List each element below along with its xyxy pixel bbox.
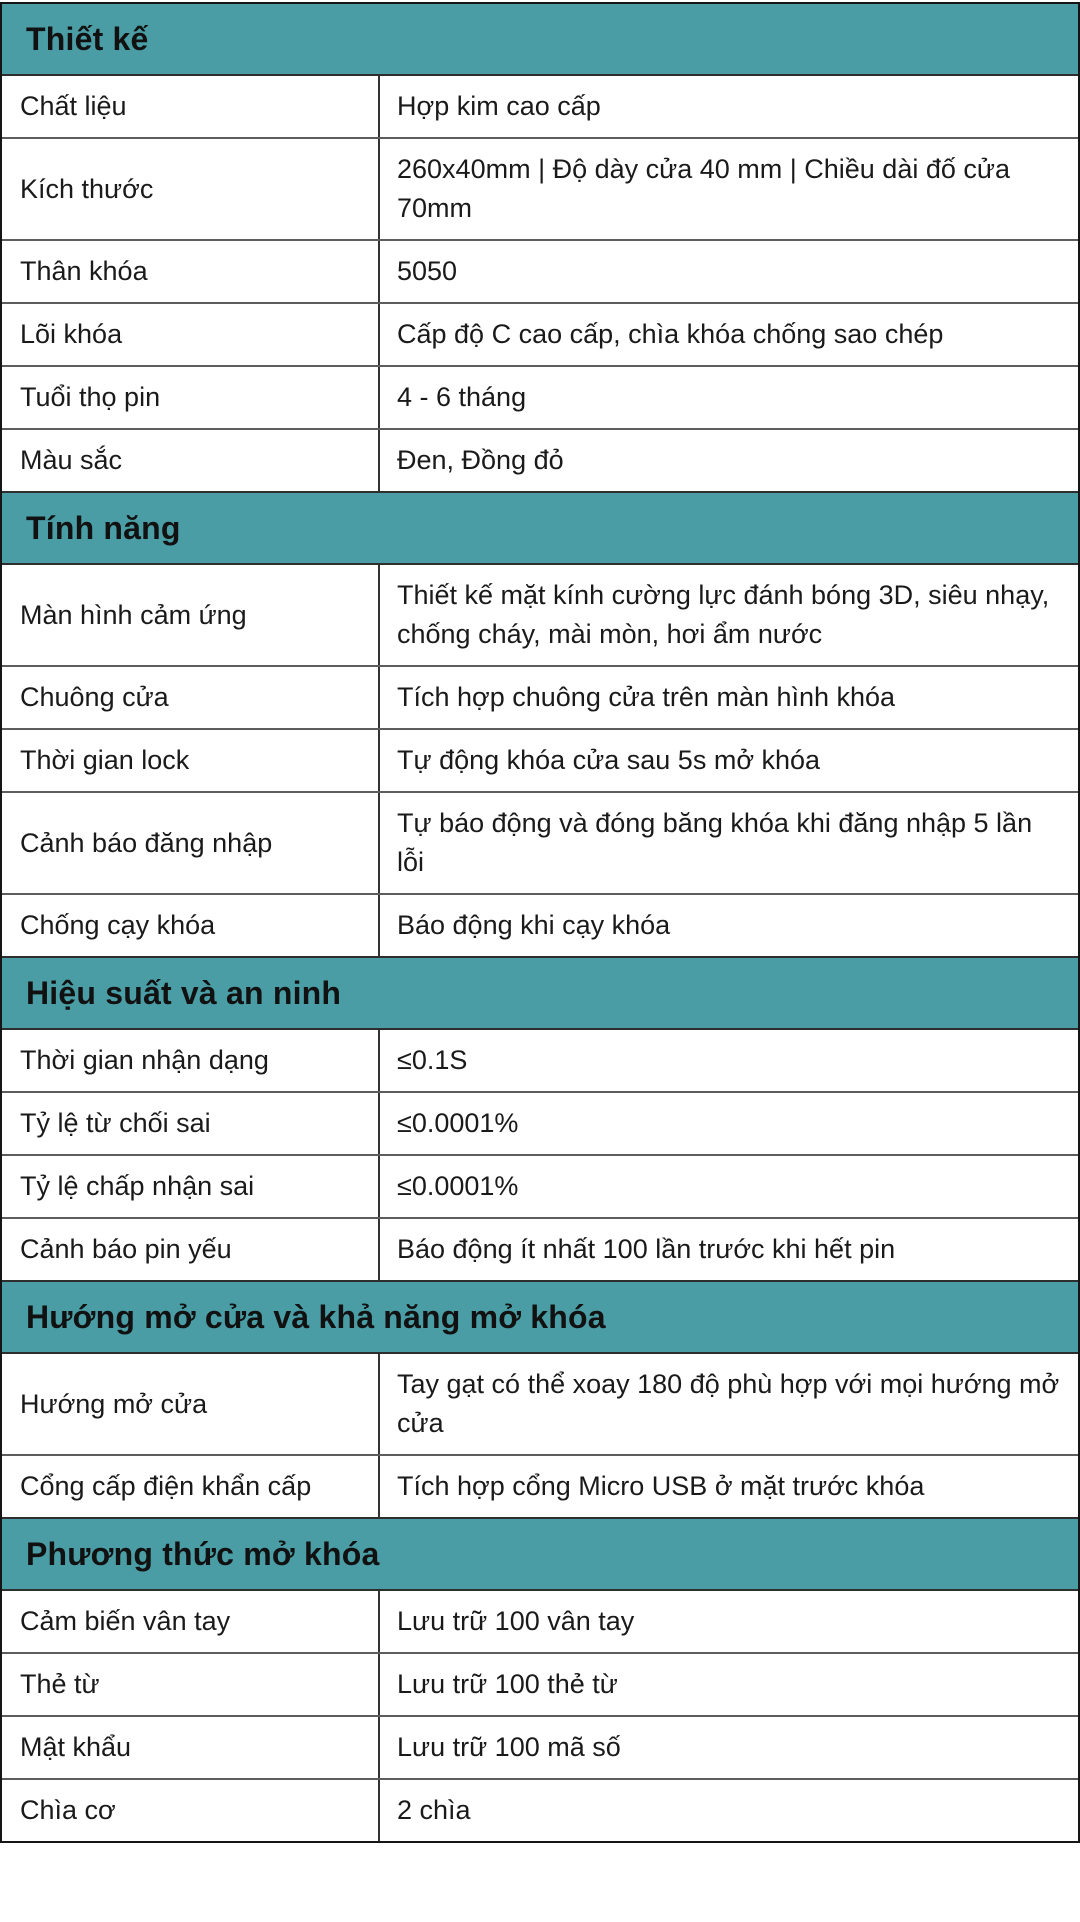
- spec-label: Cổng cấp điện khẩn cấp: [2, 1456, 380, 1517]
- section-rows: [2, 563, 1078, 956]
- section-rows: [2, 74, 1078, 491]
- spec-label: Mật khẩu: [2, 1717, 380, 1778]
- spec-label: Màn hình cảm ứng: [2, 565, 380, 665]
- spec-label: Tỷ lệ chấp nhận sai: [2, 1156, 380, 1217]
- spec-row: [2, 563, 1078, 665]
- spec-label: Cảm biến vân tay: [2, 1591, 380, 1652]
- spec-value: Lưu trữ 100 vân tay: [397, 1606, 635, 1636]
- spec-label: Màu sắc: [2, 430, 380, 491]
- spec-label: Cảnh báo đăng nhập: [2, 793, 380, 893]
- spec-value: Báo động khi cạy khóa: [397, 910, 671, 940]
- spec-value: Thiết kế mặt kính cường lực đánh bóng 3D, siêu nhạy, chống cháy, mài mòn, hơi ẩm nước: [397, 580, 1050, 649]
- section-header: Tính năng: [2, 491, 1078, 563]
- section-header: Hướng mở cửa và khả năng mở khóa: [2, 1280, 1078, 1352]
- spec-section: [2, 491, 1078, 956]
- spec-row: [2, 1154, 1078, 1217]
- spec-label: Tuổi thọ pin: [2, 367, 380, 428]
- section-header: Hiệu suất và an ninh: [2, 956, 1078, 1028]
- spec-label: Thời gian nhận dạng: [2, 1030, 380, 1091]
- spec-value: Lưu trữ 100 thẻ từ: [397, 1669, 618, 1699]
- spec-value: Hợp kim cao cấp: [397, 91, 601, 121]
- section-rows: [2, 1589, 1078, 1841]
- spec-row: [2, 1589, 1078, 1652]
- spec-row: [2, 74, 1078, 137]
- spec-row: [2, 1091, 1078, 1154]
- spec-value: ≤0.0001%: [397, 1108, 519, 1138]
- spec-label: Cảnh báo pin yếu: [2, 1219, 380, 1280]
- spec-value: Đen, Đồng đỏ: [397, 445, 564, 475]
- spec-row: [2, 1652, 1078, 1715]
- spec-value: 260x40mm | Độ dày cửa 40 mm | Chiều dài đố cửa 70mm: [397, 154, 1010, 223]
- spec-label: Lõi khóa: [2, 304, 380, 365]
- spec-row: [2, 728, 1078, 791]
- spec-row: [2, 1715, 1078, 1778]
- spec-row: [2, 428, 1078, 491]
- spec-row: [2, 893, 1078, 956]
- spec-section: [2, 1517, 1078, 1841]
- spec-label: Chất liệu: [2, 76, 380, 137]
- section-rows: [2, 1028, 1078, 1280]
- spec-value: Tay gạt có thể xoay 180 độ phù hợp với mọi hướng mở cửa: [397, 1369, 1060, 1438]
- spec-value: Tích hợp chuông cửa trên màn hình khóa: [397, 682, 896, 712]
- spec-row: [2, 1352, 1078, 1454]
- spec-row: [2, 665, 1078, 728]
- spec-section: [2, 4, 1078, 491]
- spec-label: Tỷ lệ từ chối sai: [2, 1093, 380, 1154]
- spec-section: [2, 956, 1078, 1280]
- spec-row: [2, 137, 1078, 239]
- spec-row: [2, 365, 1078, 428]
- spec-label: Thẻ từ: [2, 1654, 380, 1715]
- spec-table: [0, 2, 1080, 1843]
- spec-value: 4 - 6 tháng: [397, 382, 527, 412]
- spec-value: ≤0.0001%: [397, 1171, 519, 1201]
- spec-label: Thân khóa: [2, 241, 380, 302]
- spec-row: [2, 239, 1078, 302]
- section-header: Thiết kế: [2, 4, 1078, 74]
- spec-value: 2 chìa: [397, 1795, 471, 1825]
- spec-row: [2, 302, 1078, 365]
- spec-value: 5050: [397, 256, 458, 286]
- spec-label: Chìa cơ: [2, 1780, 380, 1841]
- spec-value: Lưu trữ 100 mã số: [397, 1732, 621, 1762]
- spec-row: [2, 1217, 1078, 1280]
- spec-value: ≤0.1S: [397, 1045, 468, 1075]
- spec-section: [2, 1280, 1078, 1517]
- spec-row: [2, 1454, 1078, 1517]
- spec-label: Chống cạy khóa: [2, 895, 380, 956]
- spec-value: Báo động ít nhất 100 lần trước khi hết pin: [397, 1234, 896, 1264]
- spec-row: [2, 791, 1078, 893]
- spec-value: Tự báo động và đóng băng khóa khi đăng nhập 5 lần lỗi: [397, 808, 1033, 877]
- spec-label: Thời gian lock: [2, 730, 380, 791]
- spec-label: Kích thước: [2, 139, 380, 239]
- spec-row: [2, 1778, 1078, 1841]
- spec-value: Tích hợp cổng Micro USB ở mặt trước khóa: [397, 1471, 925, 1501]
- spec-row: [2, 1028, 1078, 1091]
- section-rows: [2, 1352, 1078, 1517]
- section-header: Phương thức mở khóa: [2, 1517, 1078, 1589]
- spec-value: Cấp độ C cao cấp, chìa khóa chống sao chép: [397, 319, 944, 349]
- spec-label: Hướng mở cửa: [2, 1354, 380, 1454]
- spec-value: Tự động khóa cửa sau 5s mở khóa: [397, 745, 821, 775]
- spec-label: Chuông cửa: [2, 667, 380, 728]
